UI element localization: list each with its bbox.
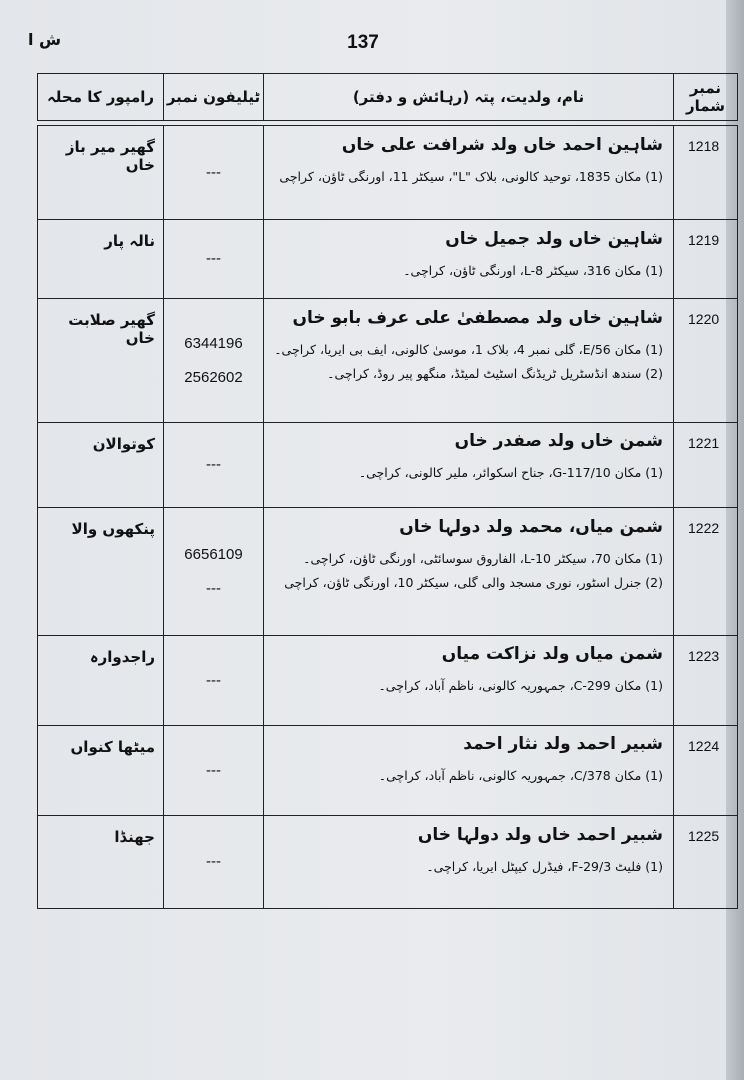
address-line: (1) مکان C/378، جمہوریہ کالونی، ناظم آباد، کراچی۔ xyxy=(378,768,663,783)
phone-number: --- xyxy=(206,671,221,689)
serial-number: 1222 xyxy=(674,508,738,636)
address-line: (1) فلیٹ F-29/3، فیڈرل کیپٹل ایریا، کراچی۔ xyxy=(426,859,663,874)
serial-number: 1220 xyxy=(674,299,738,423)
header-mohalla: رامپور کا محلہ xyxy=(38,74,164,121)
address-line: (1) مکان G-117/10، جناح اسکوائر، ملیر کالونی، کراچی۔ xyxy=(358,465,663,480)
entry-name: شمن خاں ولد صفدر خاں xyxy=(454,431,663,451)
serial-number: 1225 xyxy=(674,816,738,909)
entry-details xyxy=(264,220,674,299)
entry-details xyxy=(264,636,674,726)
phone-number: --- xyxy=(206,579,221,597)
phone-number: 2562602 xyxy=(184,368,243,386)
phone-cell xyxy=(164,508,264,636)
entry-name: شبیر احمد خاں ولد دولہا خاں xyxy=(417,825,663,845)
entry-details xyxy=(264,423,674,508)
mohalla-name: راجدوارہ xyxy=(38,636,164,726)
table-row xyxy=(38,636,738,726)
phone-number: 6344196 xyxy=(184,334,243,352)
phone-number: --- xyxy=(206,456,221,473)
header-row xyxy=(38,74,738,121)
corner-mark: ش ا xyxy=(28,30,62,49)
page-number: 137 xyxy=(347,32,379,53)
table-row xyxy=(38,220,738,299)
entry-name: شبیر احمد ولد نثار احمد xyxy=(463,734,663,754)
phone-cell xyxy=(164,816,264,909)
mohalla-name: گھیر صلابت خاں xyxy=(38,299,164,423)
serial-number: 1219 xyxy=(674,220,738,299)
mohalla-name: پنکھوں والا xyxy=(38,508,164,636)
address-line: (2) سندھ انڈسٹریل ٹریڈنگ اسٹیٹ لمیٹڈ، منگھو پیر روڈ، کراچی۔ xyxy=(327,366,663,381)
entry-details xyxy=(264,726,674,816)
entry-name: شاہین احمد خاں ولد شرافت علی خاں xyxy=(341,135,663,155)
mohalla-name: کوتوالان xyxy=(38,423,164,508)
table-row xyxy=(38,299,738,423)
phone-number: --- xyxy=(206,250,221,267)
phone-number: --- xyxy=(206,853,221,870)
serial-number: 1218 xyxy=(674,126,738,220)
phone-number: --- xyxy=(206,761,221,779)
entry-details xyxy=(264,126,674,220)
header-phone: ٹیلیفون نمبر xyxy=(164,74,264,121)
mohalla-name: گھیر میر باز خاں xyxy=(38,126,164,220)
phone-number: --- xyxy=(206,163,221,181)
header-serial: نمبر شمار xyxy=(674,74,738,121)
table-row xyxy=(38,726,738,816)
address-line: (1) مکان 1835، توحید کالونی، بلاک "L"، سیکٹر 11، اورنگی ٹاؤن، کراچی xyxy=(279,169,663,184)
phone-cell xyxy=(164,423,264,508)
phone-cell xyxy=(164,299,264,423)
address-line: (1) مکان 70، سیکٹر L-10، الفاروق سوسائٹی، اورنگی ٹاؤن، کراچی۔ xyxy=(303,551,663,566)
address-line: (1) مکان 316، سیکٹر L-8، اورنگی ٹاؤن، کراچی۔ xyxy=(403,263,663,278)
entry-name: شاہین خاں ولد جمیل خاں xyxy=(445,229,663,249)
phone-cell xyxy=(164,726,264,816)
entry-name: شمن میاں ولد نزاکت میاں xyxy=(441,644,663,664)
address-line: (2) جنرل اسٹور، نوری مسجد والی گلی، سیکٹر 10، اورنگی ٹاؤن، کراچی xyxy=(284,575,663,590)
serial-number: 1224 xyxy=(674,726,738,816)
table-row xyxy=(38,423,738,508)
address-line: (1) مکان C-299، جمہوریہ کالونی، ناظم آباد، کراچی۔ xyxy=(378,678,663,693)
serial-number: 1223 xyxy=(674,636,738,726)
mohalla-name: میٹھا کنواں xyxy=(38,726,164,816)
header-details: نام، ولدیت، پتہ (رہائش و دفتر) xyxy=(264,74,674,121)
entry-details xyxy=(264,816,674,909)
table-row xyxy=(38,126,738,220)
entry-name: شمن میاں، محمد ولد دولہا خاں xyxy=(399,517,663,537)
mohalla-name: نالہ پار xyxy=(38,220,164,299)
phone-number: 6656109 xyxy=(184,545,243,563)
mohalla-name: جھنڈا xyxy=(38,816,164,909)
phone-cell xyxy=(164,220,264,299)
phone-cell xyxy=(164,636,264,726)
table-row xyxy=(38,508,738,636)
entry-details xyxy=(264,508,674,636)
entry-name: شاہین خاں ولد مصطفیٰ علی عرف بابو خاں xyxy=(292,308,663,328)
table-row xyxy=(38,816,738,909)
address-line: (1) مکان E/56، گلی نمبر 4، بلاک 1، موسیٰ کالونی، ایف بی ایریا، کراچی۔ xyxy=(274,342,663,357)
phone-cell xyxy=(164,126,264,220)
serial-number: 1221 xyxy=(674,423,738,508)
directory-table xyxy=(37,73,738,909)
entry-details xyxy=(264,299,674,423)
